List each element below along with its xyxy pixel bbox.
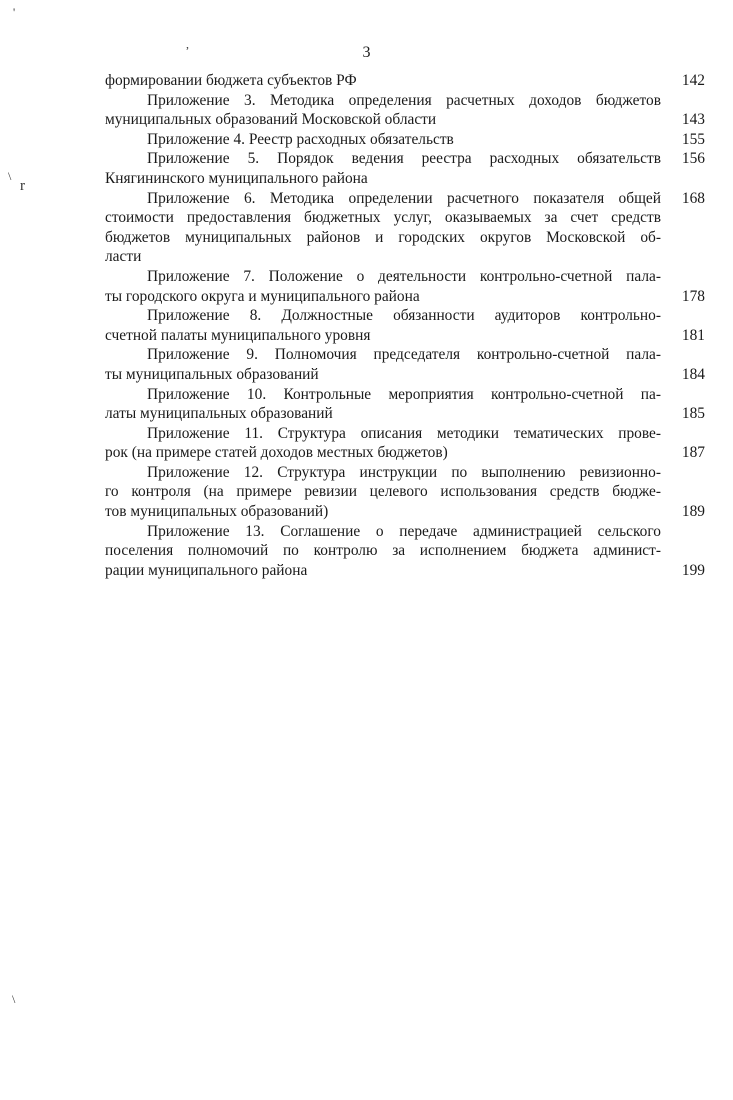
table-of-contents [105,71,705,580]
toc-entry-text: го контроля (на примере ревизии целевого использования средств бюдже- [105,483,661,501]
toc-entry-text: латы муниципальных образований [105,405,333,423]
toc-entry-text: счетной палаты муниципального уровня [105,326,371,344]
toc-entry-text: Приложение 12. Структура инструкции по выполнению ревизионно- [147,463,661,481]
toc-page-number: 155 [681,130,705,148]
toc-entry[interactable] [105,189,705,267]
toc-page-number: 156 [681,150,705,168]
toc-page-number: 181 [681,326,705,344]
toc-entry-text: формировании бюджета субъектов РФ [105,72,357,89]
toc-entry[interactable] [105,267,705,306]
toc-entry-text: Княгининского муниципального района [105,169,368,187]
scan-mark: , [186,37,189,51]
toc-entry-text: муниципальных образований Московской области [105,111,437,129]
toc-page-number: 143 [681,111,705,129]
toc-page-number: 187 [681,444,705,462]
toc-entry-text: поселения полномочий по контролю за исполнением бюджета админист- [105,542,661,560]
toc-entry[interactable] [105,385,705,424]
toc-entry-text: Приложение 3. Методика определения расчетных доходов бюджетов [147,91,661,109]
toc-page-number: 142 [681,72,705,89]
toc-entry-text: стоимости предоставления бюджетных услуг, оказываемых за счет средств [105,209,661,227]
toc-entry[interactable] [105,71,705,91]
toc-entry-text: Приложение 6. Методика определении расчетного показателя общей [147,189,661,207]
toc-entry[interactable] [105,463,705,522]
toc-page-number: 199 [681,561,705,579]
toc-entry-text: рок (на примере статей доходов местных бюджетов) [105,444,448,462]
toc-entry[interactable] [105,522,705,581]
toc-entry[interactable] [105,345,705,384]
toc-entry[interactable] [105,91,705,130]
toc-entry-text: Приложение 13. Соглашение о передаче администрацией сельского [147,522,661,540]
toc-entry[interactable] [105,424,705,463]
toc-entry-text: Приложение 8. Должностные обязанности аудиторов контрольно- [147,307,661,325]
toc-entry[interactable] [105,149,705,188]
toc-entry-text: бюджетов муниципальных районов и городских округов Московской об- [105,228,661,246]
toc-entry-text: Приложение 10. Контрольные мероприятия контрольно-счетной па- [147,385,661,403]
toc-entry-text: рации муниципального района [105,561,308,579]
toc-entry-text: тов муниципальных образований) [105,503,329,521]
toc-entry[interactable] [105,130,705,150]
toc-entry-text: ласти [105,248,142,266]
toc-entry-text: ты муниципальных образований [105,365,319,383]
toc-entry-text: Приложение 9. Полномочия председателя контрольно-счетной пала- [147,346,661,364]
scan-mark: r [20,178,25,194]
toc-page-number: 189 [681,503,705,521]
toc-entry-text: Приложение 4. Реестр расходных обязательств [147,130,454,148]
toc-entry-text: ты городского округа и муниципального района [105,287,420,305]
toc-entry[interactable] [105,306,705,345]
toc-entry-text: Приложение 11. Структура описания методики тематических прове- [147,424,661,442]
toc-page-number: 185 [681,405,705,423]
scan-mark: \ [12,992,16,1006]
page-number: 3 [362,44,371,61]
toc-entry-text: Приложение 7. Положение о деятельности контрольно-счетной пала- [147,267,661,285]
toc-page-number: 178 [681,287,705,305]
toc-entry-text: Приложение 5. Порядок ведения реестра расходных обязательств [147,150,661,168]
toc-page-number: 168 [681,189,705,207]
scan-mark: \ [8,169,12,183]
toc-page-number: 184 [681,365,705,383]
scan-mark: ' [13,5,16,19]
